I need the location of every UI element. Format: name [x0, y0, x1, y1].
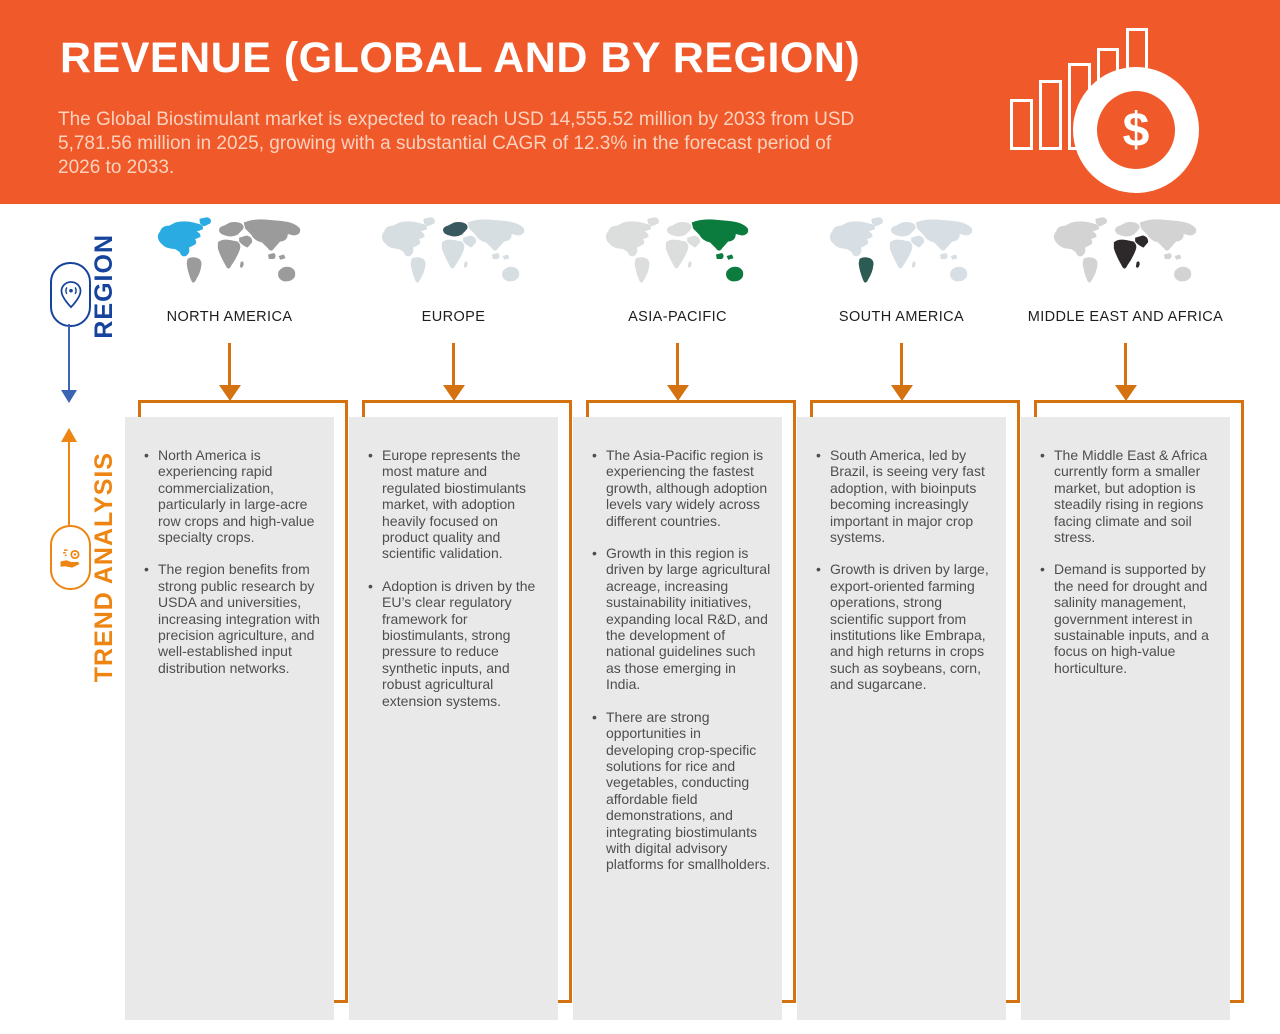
location-pin-icon: [58, 279, 84, 311]
region-cell: [125, 214, 334, 401]
arrow-down-icon: [891, 343, 913, 401]
arrow-down-icon: [1115, 343, 1137, 401]
arrow-down-icon: [219, 343, 241, 401]
trend-analysis-column: [797, 400, 1006, 1034]
region-maps-row: [125, 214, 1230, 401]
bullet-list: [143, 447, 324, 676]
bullet-item: • North America is experiencing rapid commercialization, particularly in large-acre row crops and high-value specialty crops.: [143, 447, 324, 545]
bullet-list: [591, 447, 772, 873]
trend-analysis-column: [349, 400, 558, 1034]
header-subtitle: The Global Biostimulant market is expected to reach USD 14,555.52 million by 2033 from USD 5,781.56 million in 2025, growing with a substantial CAGR of 12.3% in the forecast period of 2026 to 2033.: [58, 109, 855, 178]
region-label: MIDDLE EAST AND AFRICA: [1027, 309, 1224, 325]
world-map-icon: [378, 214, 530, 303]
hand-coin-icon: [57, 544, 85, 572]
trend-analysis-column: [125, 400, 334, 1034]
column-box: [573, 417, 782, 1020]
arrow-down-icon: [443, 343, 465, 401]
trend-analysis-row: [125, 400, 1230, 1034]
world-map-icon: [602, 214, 754, 303]
trend-analysis-column: [573, 400, 782, 1034]
bullet-list: [1039, 447, 1220, 676]
column-box: [1021, 417, 1230, 1020]
region-pill: [50, 262, 91, 327]
bullet-item: • The Middle East & Africa currently form a smaller market, but adoption is steadily rising in regions facing climate and soil stress.: [1039, 447, 1220, 545]
region-cell: [1021, 214, 1230, 401]
bullet-item: • South America, led by Brazil, is seeing very fast adoption, with bioinputs becoming increasingly important in major crop systems.: [815, 447, 996, 545]
bullet-item: • Growth in this region is driven by large agricultural acreage, increasing sustainability initiatives, expanding local R&D, and the development of national guidelines such as those emerging in India.: [591, 545, 772, 693]
bullet-list: [367, 447, 548, 709]
trend-pill: [50, 525, 91, 590]
world-map-icon: [1050, 214, 1202, 303]
region-cell: [573, 214, 782, 401]
region-label: SOUTH AMERICA: [838, 309, 965, 325]
dollar-sign: $: [1122, 103, 1150, 157]
world-map-icon: [154, 214, 306, 303]
dollar-coin-icon: [1073, 67, 1199, 193]
bullet-item: • Demand is supported by the need for drought and salinity management, government interest in sustainable inputs, and a focus on high-value horticulture.: [1039, 561, 1220, 676]
column-box: [125, 417, 334, 1020]
region-label: EUROPE: [421, 309, 486, 325]
trend-analysis-column: [1021, 400, 1230, 1034]
bullet-item: • Adoption is driven by the EU’s clear regulatory framework for biostimulants, strong pressure to reduce synthetic inputs, and robust agricultural extension systems.: [367, 578, 548, 709]
region-cell: [797, 214, 1006, 401]
region-label: NORTH AMERICA: [166, 309, 293, 325]
bullet-item: • The Asia-Pacific region is experiencing the fastest growth, although adoption levels vary widely across different countries.: [591, 447, 772, 529]
bullet-item: • Growth is driven by large, export-oriented farming operations, strong scientific support from institutions like Embrapa, and high returns in crops such as soybeans, corn, and sugarcane.: [815, 561, 996, 692]
bullet-item: • There are strong opportunities in developing crop-specific solutions for rice and vegetables, conducting affordable field demonstrations, and integrating biostimulants with digital advisory platforms for smallholders.: [591, 709, 772, 873]
world-map-icon: [826, 214, 978, 303]
region-cell: [349, 214, 558, 401]
arrow-down-icon: [667, 343, 689, 401]
bullet-list: [815, 447, 996, 693]
region-rail-label: REGION: [90, 234, 118, 339]
bullet-item: • Europe represents the most mature and regulated biostimulants market, with adoption heavily focused on product quality and scientific validation.: [367, 447, 548, 562]
bullet-item: • The region benefits from strong public research by USDA and universities, increasing integration with precision agriculture, and well-established input distribution networks.: [143, 561, 324, 676]
trend-rail-label: TREND ANALYSIS: [90, 452, 118, 683]
header-banner: [0, 0, 1280, 204]
page-title: REVENUE (GLOBAL AND BY REGION): [60, 34, 861, 82]
region-connector-arrow: [61, 324, 77, 403]
column-box: [349, 417, 558, 1020]
trend-connector-arrow: [61, 428, 77, 525]
column-box: [797, 417, 1006, 1020]
region-label: ASIA-PACIFIC: [628, 309, 727, 325]
